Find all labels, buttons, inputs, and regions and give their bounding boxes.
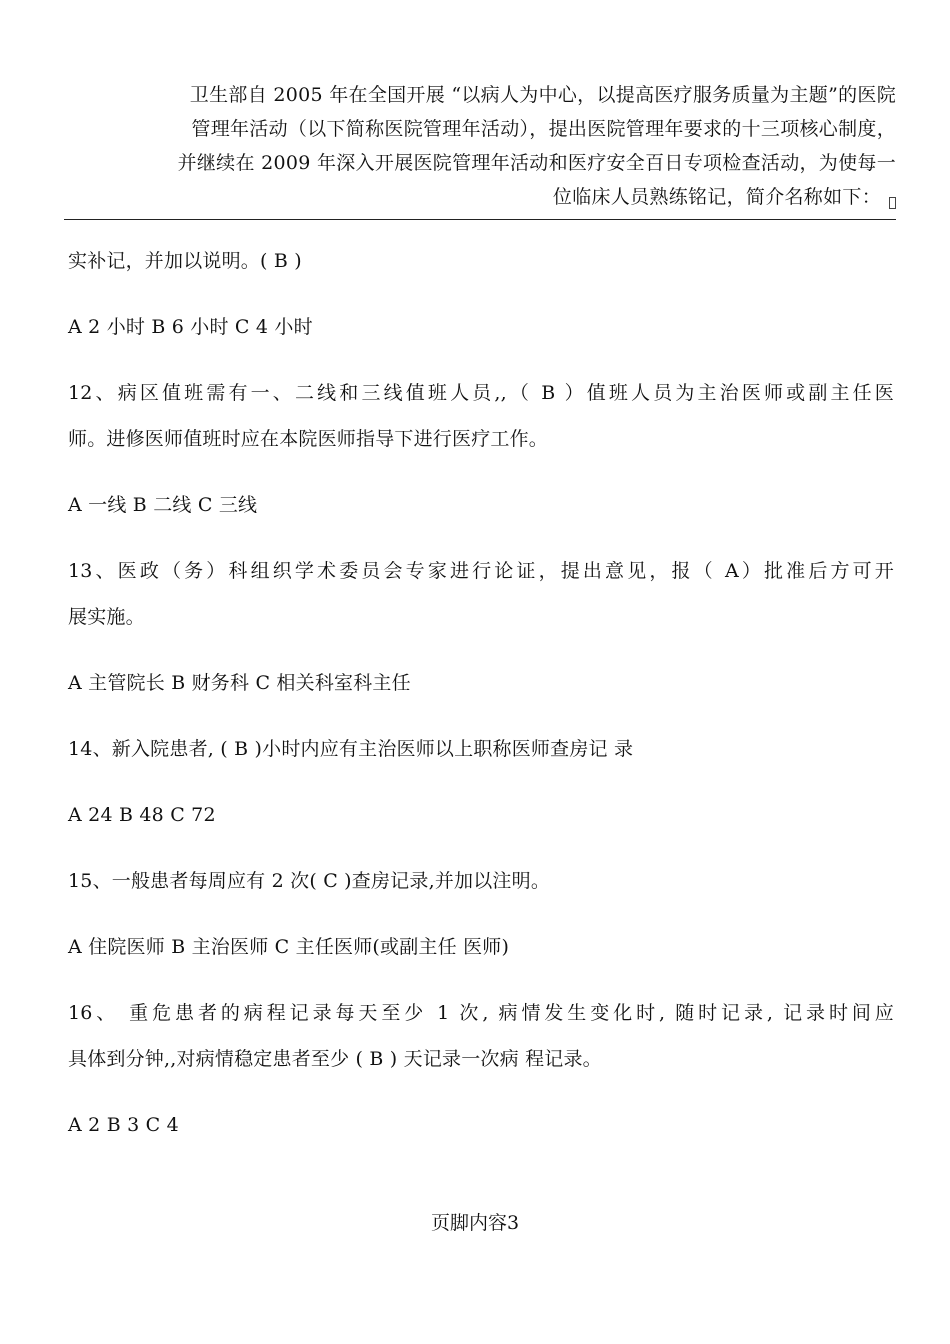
question-13-options: A 主管院长 B 财务科 C 相关科室科主任	[68, 672, 411, 694]
page-footer: 页脚内容3	[430, 1212, 520, 1234]
question-15: 15、一般患者每周应有 2 次( C )查房记录,并加以注明。	[68, 870, 551, 892]
question-12-options: A 一线 B 二线 C 三线	[68, 494, 258, 516]
page-header	[62, 78, 896, 214]
question-12-line-2: 师。进修医师值班时应在本院医师指导下进行医疗工作。	[68, 428, 549, 450]
question-13-line-1: 13、医政（务）科组织学术委员会专家进行论证，提出意见，报（ A）批准后方可开	[68, 560, 894, 582]
header-line: 卫生部自 2005 年在全国开展 “以病人为中心，以提高医疗服务质量为主题”的医院	[189, 84, 896, 106]
question-16-line-1: 16、 重危患者的病程记录每天至少 1 次, 病情发生变化时, 随时记录, 记录时间应	[68, 1002, 894, 1024]
question-16-line-2: 具体到分钟,,对病情稳定患者至少 ( B ) 天记录一次病 程记录。	[68, 1048, 602, 1070]
header-line: 管理年活动（以下简称医院管理年活动），提出医院管理年要求的十三项核心制度，	[191, 118, 896, 140]
question-16-options: A 2 B 3 C 4	[68, 1114, 179, 1136]
question-14: 14、新入院患者, ( B )小时内应有主治医师以上职称医师查房记 录	[68, 738, 634, 760]
question-15-options: A 住院医师 B 主治医师 C 主任医师(或副主任 医师)	[68, 936, 510, 958]
question-14-options: A 24 B 48 C 72	[68, 804, 216, 826]
header-line-last	[62, 180, 896, 214]
header-divider	[64, 219, 896, 220]
document-body	[68, 238, 894, 1148]
header-line-text: 位临床人员熟练铭记，简介名称如下：	[552, 186, 881, 208]
question-13-line-2: 展实施。	[68, 606, 145, 628]
paragraph-mark-icon	[889, 197, 896, 209]
question-11-tail: 实补记，并加以说明。( B )	[68, 250, 302, 272]
question-12-line-1: 12、病区值班需有一、二线和三线值班人员,,（ B ）值班人员为主治医师或副主任医	[68, 382, 894, 404]
question-11-options: A 2 小时 B 6 小时 C 4 小时	[68, 316, 313, 338]
header-line: 并继续在 2009 年深入开展医院管理年活动和医疗安全百日专项检查活动，为使每一	[177, 152, 896, 174]
